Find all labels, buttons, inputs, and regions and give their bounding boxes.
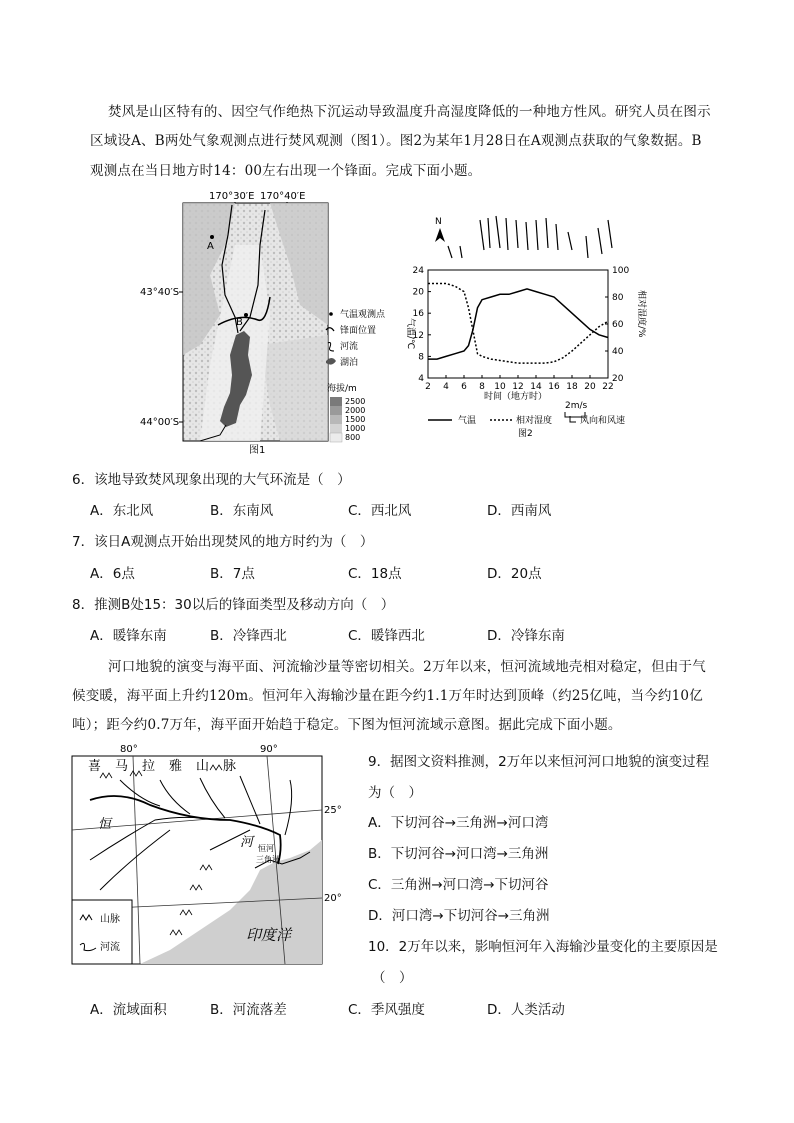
station-b (244, 313, 248, 317)
y-left-tick-label: 24 (412, 266, 424, 276)
q8-stem: 8．推测B处15：30以后的锋面类型及移动方向（ ） (72, 597, 395, 613)
station-a (210, 235, 214, 239)
x-tick-label: 18 (566, 382, 578, 392)
y-left-tick-label: 8 (418, 352, 424, 363)
passage1-line2: 区域设A、B两处气象观测点进行焚风观测（图1）。图2为某年1月28日在A观测点获取的气象数据。B (90, 133, 702, 149)
station-b-label: B (236, 317, 243, 328)
lat-25-label: 25° (324, 805, 342, 816)
q9-stem-2: 为（ ） (368, 785, 422, 801)
x-axis-label: 时间（地方时） (484, 392, 548, 402)
q7-option-c[interactable]: C．18点 (348, 566, 402, 582)
north-arrow-icon (435, 228, 445, 242)
y-left-axis-label: 气温/℃ (405, 318, 415, 350)
river-label-heng: 恒 (98, 817, 112, 832)
y-left-tick-label: 12 (412, 330, 424, 341)
q9-option-d[interactable]: D．河口湾→下切河谷→三角洲 (368, 908, 550, 924)
q7-option-a[interactable]: A．6点 (90, 566, 135, 582)
x-tick-label: 22 (602, 382, 614, 392)
legend-river2: 河流 (100, 942, 120, 953)
q9-stem-1: 9．据图文资料推测，2万年以来恒河河口地貌的演变过程 (368, 754, 710, 770)
q10-option-a[interactable]: A．流域面积 (90, 1002, 167, 1018)
q9-option-c[interactable]: C．三角洲→河口湾→下切河谷 (368, 877, 549, 893)
ocean-label: 印度洋 (246, 926, 292, 944)
y-right-tick-label: 80 (612, 293, 624, 303)
q8-option-b[interactable]: B．冷锋西北 (210, 628, 287, 644)
elev-level-4: 1000 (345, 424, 366, 433)
q6-option-d[interactable]: D．西南风 (487, 503, 552, 519)
legend-station: 气温观测点 (340, 310, 386, 320)
q10-option-d[interactable]: D．人类活动 (487, 1002, 565, 1018)
lat-20-label: 20° (324, 893, 342, 904)
q8-option-c[interactable]: C．暖锋西北 (348, 628, 425, 644)
plot-frame (428, 270, 608, 378)
legend-mountain: 山脉 (100, 914, 120, 925)
passage1-line1: 焚风是山区特有的、因空气作绝热下沉运动导致温度升高湿度降低的一种地方性风。研究人员在图示 (108, 104, 711, 120)
lat-label-2: 44°00′S (140, 417, 180, 428)
q6-option-c[interactable]: C．西北风 (348, 503, 412, 519)
elev-level-3: 1500 (345, 415, 366, 424)
elevation-title: 海拔/m (327, 384, 357, 394)
q8-option-a[interactable]: A．暖锋东南 (90, 628, 167, 644)
q7-stem: 7．该日A观测点开始出现焚风的地方时约为（ ） (72, 534, 374, 550)
lon-80-label: 80° (120, 744, 138, 755)
figure2-caption: 图2 (518, 429, 533, 439)
passage2-line2: 候变暖，海平面上升约120m。恒河年入海输沙量在距今约1.1万年时达到顶峰（约25亿吨，当今约10亿 (72, 688, 703, 704)
delta-label-2: 三角洲 (256, 855, 280, 864)
elev-level-5: 800 (345, 433, 361, 442)
elev-level-2: 2000 (345, 406, 366, 415)
speed-scale-label: 2m/s (565, 401, 588, 411)
elev-level-1: 2500 (345, 397, 366, 406)
temperature-series-line (428, 289, 608, 359)
q10-stem-2: （ ） (372, 970, 413, 986)
north-label: N (435, 217, 442, 227)
lon-label-2: 170°40′E (260, 191, 306, 202)
q7-option-d[interactable]: D．20点 (487, 566, 542, 582)
y-right-axis-label: 相对湿度/% (636, 290, 646, 338)
x-tick-label: 4 (443, 382, 449, 392)
q10-stem-1: 10．2万年以来，影响恒河年入海输沙量变化的主要原因是 (368, 939, 718, 955)
legend-lake: 湖泊 (340, 358, 359, 368)
q6-option-b[interactable]: B．东南风 (210, 503, 274, 519)
legend-front: 锋面位置 (340, 326, 377, 336)
x-tick-label: 2 (425, 382, 431, 392)
passage2-line1: 河口地貌的演变与海平面、河流输沙量等密切相关。2万年以来，恒河流域地壳相对稳定，但由于气 (108, 659, 706, 675)
q6-option-a[interactable]: A．东北风 (90, 503, 154, 519)
y-left-tick-label: 20 (412, 287, 424, 298)
x-tick-label: 8 (479, 382, 485, 392)
passage2-line3: 吨）；距今约0.7万年，海平面开始趋于稳定。下图为恒河流域示意图。据此完成下面小题。 (72, 717, 622, 733)
wind-barbs (448, 216, 612, 258)
x-tick-label: 16 (548, 382, 560, 392)
q8-option-d[interactable]: D．冷锋东南 (487, 628, 565, 644)
lon-90-label: 90° (260, 744, 278, 755)
legend-humidity: 相对湿度 (516, 416, 553, 426)
lat-label-1: 43°40′S (140, 287, 180, 298)
y-right-tick-label: 40 (612, 347, 624, 357)
q10-option-c[interactable]: C．季风强度 (348, 1002, 425, 1018)
figure1-caption: 图1 (249, 445, 266, 455)
x-tick-label: 14 (530, 382, 542, 392)
y-left-tick-label: 4 (418, 374, 424, 384)
figure2-chart (400, 210, 650, 440)
y-right-tick-label: 20 (612, 374, 624, 384)
x-tick-label: 10 (494, 382, 506, 392)
passage1-line3: 观测点在当日地方时14：00左右出现一个锋面。完成下面小题。 (90, 163, 482, 179)
delta-label-1: 恒河 (258, 844, 274, 853)
legend-river: 河流 (340, 342, 359, 352)
y-left-tick-label: 16 (412, 309, 424, 320)
lon-label-1: 170°30′E (209, 191, 255, 202)
y-right-tick-label: 60 (612, 320, 624, 330)
himalaya-label: 喜马拉雅山脉 (88, 759, 251, 774)
river-label-he: 河 (240, 835, 254, 850)
q7-option-b[interactable]: B．7点 (210, 566, 255, 582)
q9-option-a[interactable]: A．下切河谷→三角洲→河口湾 (368, 815, 549, 831)
legend-wind: 风向和风速 (580, 416, 626, 426)
map2-legend (72, 900, 132, 964)
legend-temp: 气温 (458, 416, 477, 426)
x-tick-label: 6 (461, 382, 467, 392)
station-a-label: A (207, 241, 214, 252)
x-tick-label: 20 (584, 382, 596, 392)
figure1-map (140, 185, 405, 455)
x-tick-label: 12 (512, 382, 524, 392)
q9-option-b[interactable]: B．下切河谷→河口湾→三角洲 (368, 846, 549, 862)
q10-option-b[interactable]: B．河流落差 (210, 1002, 287, 1018)
q6-stem: 6．该地导致焚风现象出现的大气环流是（ ） (72, 472, 351, 488)
humidity-series-line (428, 284, 608, 364)
ganges-map (60, 740, 350, 970)
y-right-tick-label: 100 (612, 266, 630, 276)
